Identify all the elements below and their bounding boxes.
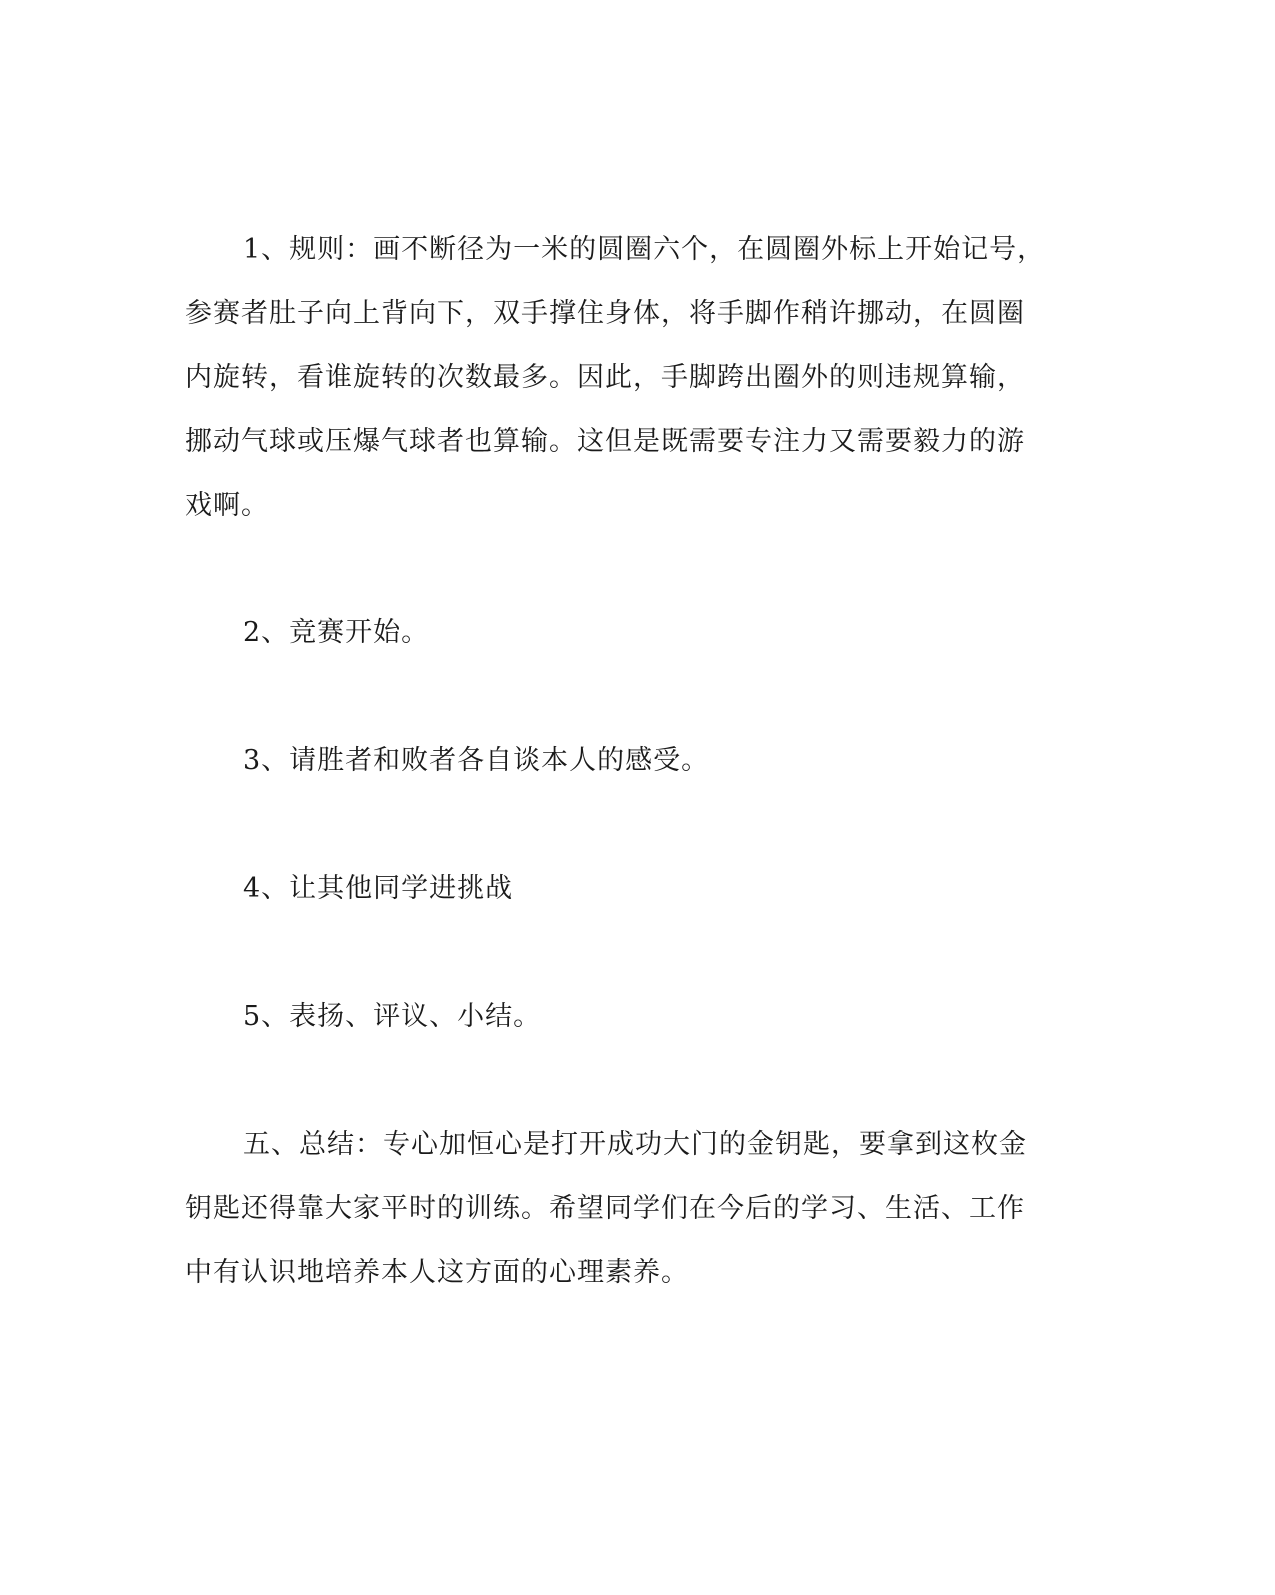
text-line: 挪动气球或压爆气球者也算输。这但是既需要专注力又需要毅力的游 xyxy=(185,426,1025,457)
paragraph-start xyxy=(185,601,1065,665)
paragraph-summary xyxy=(185,1113,1065,1305)
paragraph-rules xyxy=(185,218,1065,538)
text-line: 五、总结：专心加恒心是打开成功大门的金钥匙，要拿到这枚金 xyxy=(243,1129,1027,1160)
paragraph-praise xyxy=(185,985,1065,1049)
text-line: 戏啊。 xyxy=(185,490,269,521)
text-line: 1、规则：画不断径为一米的圆圈六个，在圆圈外标上开始记号， xyxy=(243,234,1046,265)
text-line: 钥匙还得靠大家平时的训练。希望同学们在今后的学习、生活、工作 xyxy=(185,1193,1025,1224)
text-line: 4、让其他同学进挑战 xyxy=(243,873,514,904)
text-line: 中有认识地培养本人这方面的心理素养。 xyxy=(185,1257,689,1288)
text-line: 内旋转，看谁旋转的次数最多。因此，手脚跨出圈外的则违规算输， xyxy=(185,362,1025,393)
text-line: 2、竞赛开始。 xyxy=(243,617,430,648)
paragraph-feelings xyxy=(185,729,1065,793)
text-line: 参赛者肚子向上背向下，双手撑住身体，将手脚作稍许挪动，在圆圈 xyxy=(185,298,1025,329)
text-line: 5、表扬、评议、小结。 xyxy=(243,1001,542,1032)
text-line: 3、请胜者和败者各自谈本人的感受。 xyxy=(243,745,710,776)
paragraph-challenge xyxy=(185,857,1065,921)
